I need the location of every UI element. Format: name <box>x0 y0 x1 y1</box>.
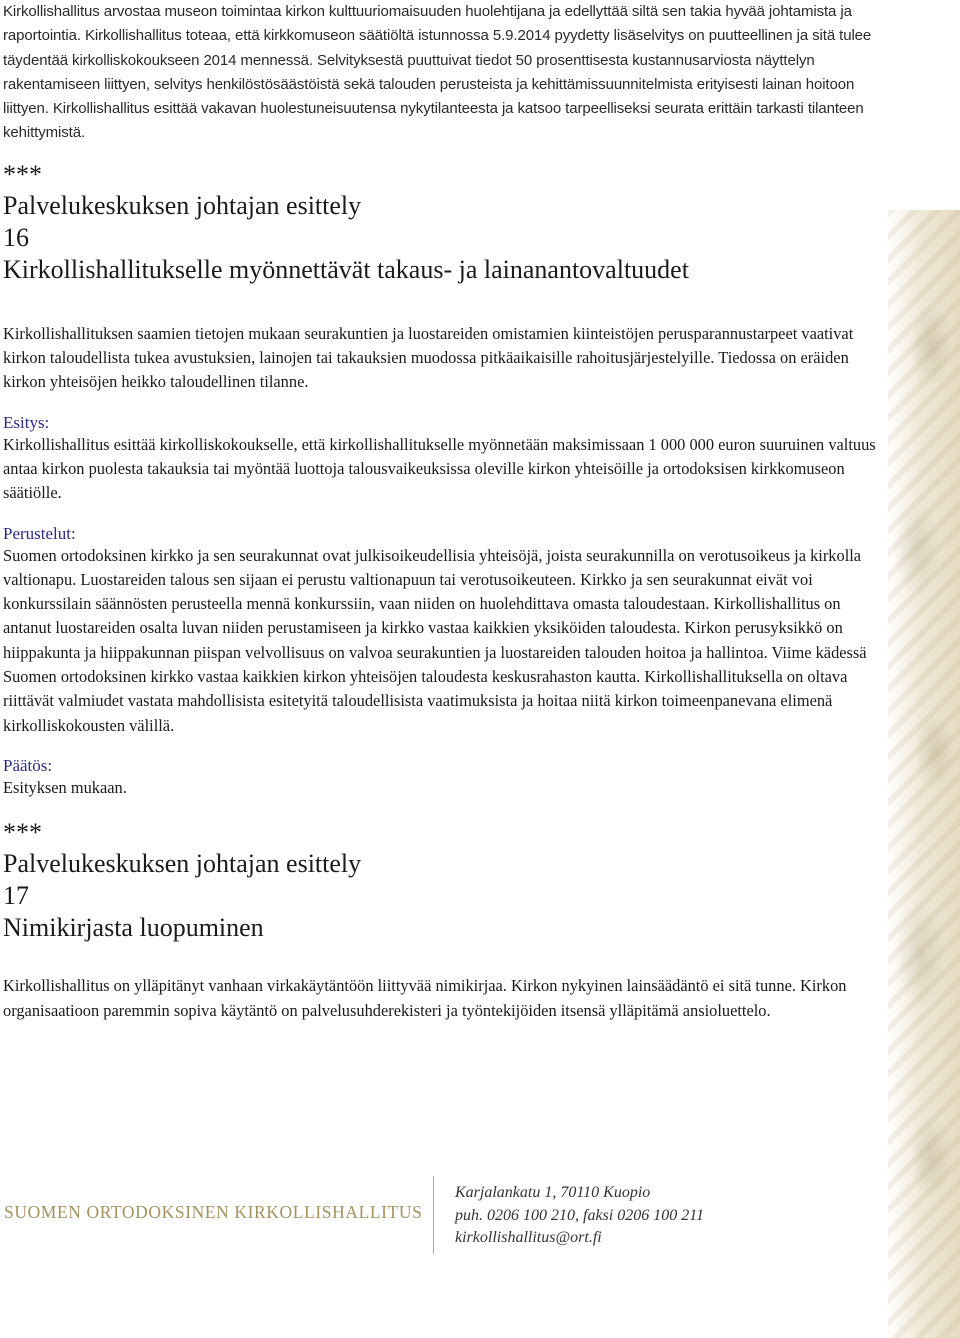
document-body <box>3 0 888 1023</box>
paatos-label: Päätös: <box>3 755 53 775</box>
paatos-block <box>3 756 888 800</box>
section-body: Kirkollishallitus on ylläpitänyt vanhaan virkakäytäntöön liittyvää nimikirjaa. Kirkon nykyinen lainsäädäntö ei sitä tunne. Kirkon organisaatioon paremmin sopiva käytäntö on palvelusuhderekisteri ja työntekijöiden itsensä ylläpitämä ansioluettelo. <box>3 976 847 1020</box>
footer-email: kirkollishallitus@ort.fi <box>455 1229 602 1246</box>
section-16 <box>3 160 888 800</box>
perustelut-block <box>3 524 888 738</box>
section-number: 17 <box>3 881 29 911</box>
esitys-text: Kirkollishallitus esittää kirkolliskokoukselle, että kirkollishallitukselle myönnetään maksimissaan 1 000 000 euron suuruinen valtuus antaa kirkon puolesta takauksia tai myöntää luottoja talousvaikeuksissa oleville kirkon yhteisöille ja ortodoksisen kirkkomuseon säätiölle. <box>3 434 876 503</box>
perustelut-label: Perustelut: <box>3 523 76 543</box>
intro-paragraph: Kirkollishallitus arvostaa museon toimintaa kirkon kulttuuriomaisuuden huolehtijana ja edellyttää siltä sen takia hyvää johtamista ja raportointia. Kirkollishallitus toteaa, että kirkkomuseon säätiöltä istunnossa 5.9.2014 pyydetty lisäselvitys on puutteellinen ja sitä tulee täydentää kirkolliskokoukseen 2014 mennessä. Selvityksestä puuttuivat tiedot 50 prosenttisesta kustannusarviosta näyttelyn rakentamiseen liittyen, selvitys henkilöstösäästöistä sekä talouden perusteista ja kehittämissuunnitelmista erityisesti lainan hoitoon liittyen. Kirkollishallitus esittää vakavan huolestuneisuutensa nykytilanteesta ja katsoo tarpeelliseksi seurata erittäin tarkasti tilanteen kehittymistä. <box>3 3 872 142</box>
decorative-side-ornament <box>888 210 960 1338</box>
footer-address: Karjalankatu 1, 70110 Kuopio <box>455 1184 651 1201</box>
footer-phone: puh. 0206 100 210, faksi 0206 100 211 <box>455 1206 705 1224</box>
section-separator: *** <box>3 159 42 189</box>
footer-contact <box>455 1182 704 1250</box>
esitys-block <box>3 413 888 506</box>
section-body: Kirkollishallituksen saamien tietojen mukaan seurakuntien ja luostareiden omistamien kiinteistöjen perusparannustarpeet vaativat kirkon taloudellista tukea avustuksien, lainojen tai takauksien muodossa pitkäaikaisille rahoitusjärjestelyille. Tiedossa on eräiden kirkon yhteisöjen heikko taloudellinen tilanne. <box>3 323 854 392</box>
footer-divider <box>433 1176 434 1254</box>
section-separator: *** <box>3 818 42 848</box>
esitys-label: Esitys: <box>3 412 50 432</box>
section-number: 16 <box>3 222 29 252</box>
section-presenter: Palvelukeskuksen johtajan esittely <box>3 849 362 879</box>
paatos-text: Esityksen mukaan. <box>3 777 127 797</box>
footer-organization-name: SUOMEN ORTODOKSINEN KIRKOLLISHALLITUS <box>4 1202 423 1222</box>
section-17 <box>3 818 888 1023</box>
section-title: Kirkollishallitukselle myönnettävät takaus- ja lainanantovaltuudet <box>3 254 689 284</box>
section-presenter: Palvelukeskuksen johtajan esittely <box>3 190 362 220</box>
section-title: Nimikirjasta luopuminen <box>3 913 264 943</box>
perustelut-text: Suomen ortodoksinen kirkko ja sen seurakunnat ovat julkisoikeudellisia yhteisöjä, joista seurakunnilla on verotusoikeus ja kirkolla valtionapu. Luostareiden talous sen sijaan ei perustu valtionapuun tai verotusoikeuteen. Kirkko ja sen seurakunnat eivät voi konkurssilain säännösten perusteella mennä konkurssiin, vaan niiden on huolehdittava omasta taloudestaan. Kirkollishallitus on antanut luostareiden osalta luvan niiden perustamiseen ja kirkko vastaa kaikkien yksiköiden taloudesta. Kirkon perusyksikkö on hiippakunta ja hiippakunnan piispan velvollisuus on valvoa seurakuntien ja luostareiden talouden hoitoa ja hallintoa. Viime kädessä Suomen ortodoksinen kirkko vastaa kaikkien kirkon yhteisöjen taloudesta keskusrahaston kautta. Kirkollishallituksella on oltava riittävät valmiudet vastata mahdollisista esitetyitä taloudellisista vaatimuksista ja hoitaa niitä kirkon toimeenpanevana elimenä kirkolliskokousten välillä. <box>3 545 867 735</box>
